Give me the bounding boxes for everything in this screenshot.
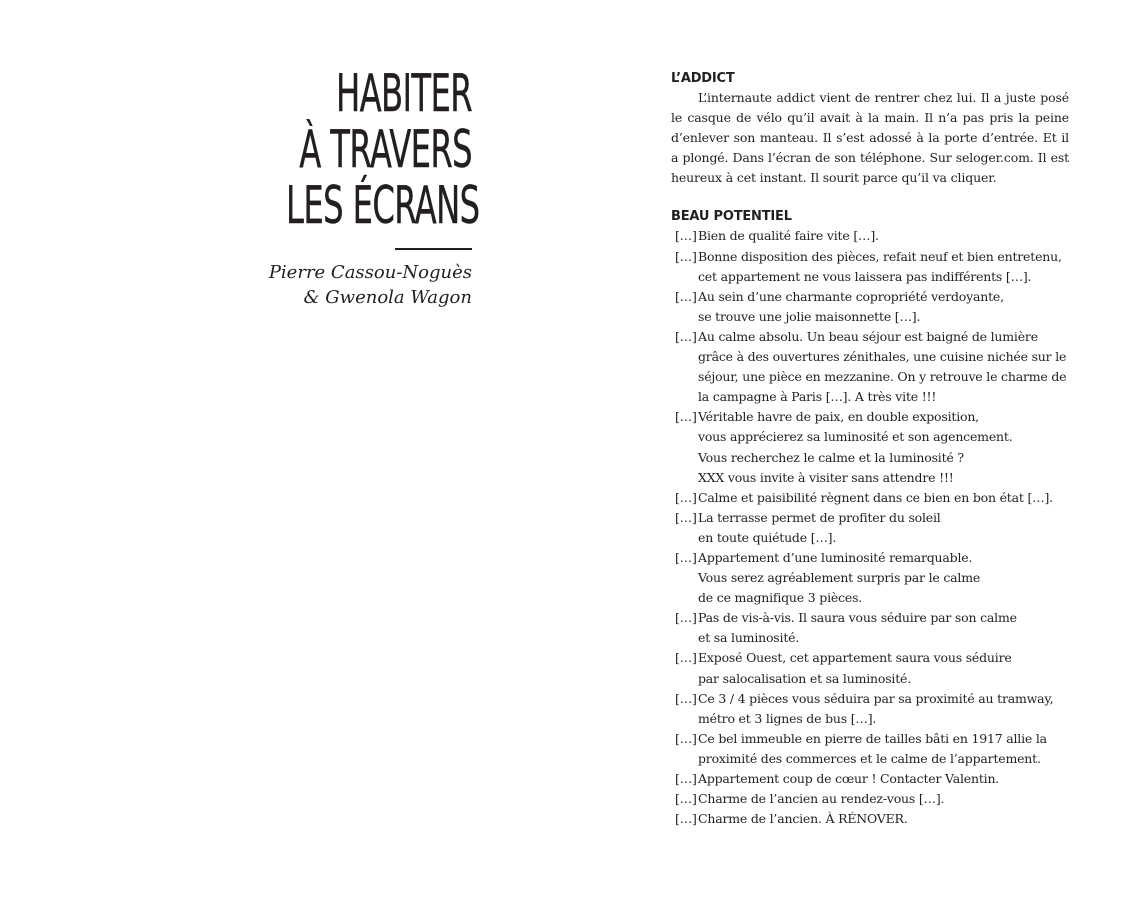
listing-line: se trouve une jolie maisonnette […]. — [698, 308, 921, 324]
intro-paragraph: L’internaute addict vient de rentrer chez lui. Il a juste posé le casque de vélo qu’il avait à la main. Il n’a pas pris la peine d’enlever son manteau. Il s’est adossé à la porte d’entrée. Et il a plongé. Dans l’écran de son téléphone. Sur seloger.com. Il est heureux à cet instant. Il sourit parce qu’il va cliquer. — [671, 90, 1069, 186]
listing-line: Vous recherchez le calme et la luminosité ? — [698, 449, 964, 465]
listing-text — [698, 327, 1066, 407]
listing-text — [698, 648, 1012, 688]
ellipsis-marker: […] — [675, 549, 697, 565]
listing-line: par salocalisation et sa luminosité. — [698, 670, 911, 686]
listing-line: Au sein d’une charmante copropriété verdoyante, — [698, 288, 1004, 304]
title-block — [172, 64, 480, 310]
ellipsis-marker: […] — [675, 288, 697, 304]
listing-line: de ce magnifique 3 pièces. — [698, 590, 863, 606]
listing-line: grâce à des ouvertures zénithales, une cuisine nichée sur le — [698, 349, 1067, 365]
listing-line: Calme et paisibilité règnent dans ce bien en bon état […]. — [698, 489, 1053, 505]
ellipsis-marker: […] — [675, 228, 697, 244]
ellipsis-marker: […] — [675, 409, 697, 425]
listing-line: vous apprécierez sa luminosité et son agencement. — [698, 429, 1013, 445]
listing-text — [698, 226, 879, 246]
ellipsis-marker: […] — [675, 328, 697, 344]
listing-text — [698, 789, 944, 809]
author-line-2: & Gwenola Wagon — [303, 287, 472, 308]
listing-item — [671, 226, 1069, 246]
ellipsis-marker: […] — [675, 509, 697, 525]
listing-line: la campagne à Paris […]. A très vite !!! — [698, 389, 937, 405]
ellipsis-marker: […] — [675, 811, 697, 827]
listing-line: La terrasse permet de profiter du soleil — [698, 509, 941, 525]
listing-text — [698, 769, 999, 789]
listing-text — [698, 809, 908, 829]
listing-line: Vous serez agréablement surpris par le calme — [698, 570, 981, 586]
listing-line: Bonne disposition des pièces, refait neuf et bien entretenu, — [698, 248, 1062, 264]
book-title-line-3: LES ÉCRANS — [286, 176, 480, 236]
listing-text — [698, 608, 1017, 648]
ellipsis-marker: […] — [675, 791, 697, 807]
listing-line: en toute quiétude […]. — [698, 529, 837, 545]
ellipsis-marker: […] — [675, 771, 697, 786]
listing-line: Ce 3 / 4 pièces vous séduira par sa proximité au tramway, — [698, 690, 1054, 706]
section-heading-beau-potentiel: BEAU POTENTIEL — [671, 209, 792, 225]
listing-text — [698, 488, 1053, 508]
listing-line: métro et 3 lignes de bus […]. — [698, 710, 877, 726]
ellipsis-marker: […] — [675, 730, 697, 746]
listing-text — [698, 407, 1012, 487]
listing-line: séjour, une pièce en mezzanine. On y retrouve le charme de — [698, 369, 1067, 385]
listing-item — [671, 548, 1069, 608]
listing-line: proximité des commerces et le calme de l’appartement. — [698, 750, 1041, 766]
listing-item — [671, 247, 1069, 287]
text-column — [671, 70, 1069, 829]
title-divider — [395, 248, 472, 250]
listing-text — [698, 689, 1053, 729]
listing-line: Charme de l’ancien au rendez-vous […]. — [698, 791, 945, 807]
listing-text — [698, 548, 980, 608]
listing-line: Appartement d’une luminosité remarquable. — [698, 549, 973, 565]
listing-line: Exposé Ouest, cet appartement saura vous séduire — [698, 650, 1012, 666]
listing-text — [698, 287, 1004, 327]
listing-item — [671, 789, 1069, 809]
listing-item — [671, 608, 1069, 648]
book-title-line-2: À TRAVERS — [299, 120, 472, 180]
listing-line: cet appartement ne vous laissera pas indifférents […]. — [698, 268, 1032, 284]
listing-item — [671, 327, 1069, 407]
listing-line: Bien de qualité faire vite […]. — [698, 228, 879, 244]
listing-line: Au calme absolu. Un beau séjour est baigné de lumière — [698, 328, 1038, 344]
author-line-1: Pierre Cassou-Noguès — [268, 262, 472, 283]
ellipsis-marker: […] — [675, 489, 697, 505]
ellipsis-marker: […] — [675, 610, 697, 626]
listing-text — [698, 508, 941, 548]
listing-item — [671, 809, 1069, 829]
ellipsis-marker: […] — [675, 248, 697, 264]
listing-item — [671, 729, 1069, 769]
ellipsis-marker: […] — [675, 690, 697, 706]
listing-line: Ce bel immeuble en pierre de tailles bâti en 1917 allie la — [698, 730, 1047, 746]
listing-item — [671, 769, 1069, 789]
listing-line: Véritable havre de paix, en double exposition, — [698, 409, 979, 425]
listing-item — [671, 287, 1069, 327]
listing-text — [698, 729, 1047, 769]
book-title-line-1: HABITER — [335, 64, 472, 124]
listing-item — [671, 488, 1069, 508]
listing-item — [671, 648, 1069, 688]
listing-line: et sa luminosité. — [698, 630, 800, 646]
listing-line: XXX vous invite à visiter sans attendre !!! — [698, 469, 954, 485]
listing-list — [671, 226, 1069, 829]
listing-item — [671, 689, 1069, 729]
section-heading-addict: L’ADDICT — [671, 71, 735, 86]
listing-item — [671, 407, 1069, 487]
listing-text — [698, 247, 1062, 287]
listing-line: Charme de l’ancien. À RÉNOVER. — [698, 811, 908, 827]
ellipsis-marker: […] — [675, 650, 697, 666]
listing-item — [671, 508, 1069, 548]
listing-line: Appartement coup de cœur ! Contacter Valentin. — [698, 771, 1000, 786]
listing-line: Pas de vis-à-vis. Il saura vous séduire par son calme — [698, 610, 1017, 626]
right-page — [572, 0, 1144, 905]
